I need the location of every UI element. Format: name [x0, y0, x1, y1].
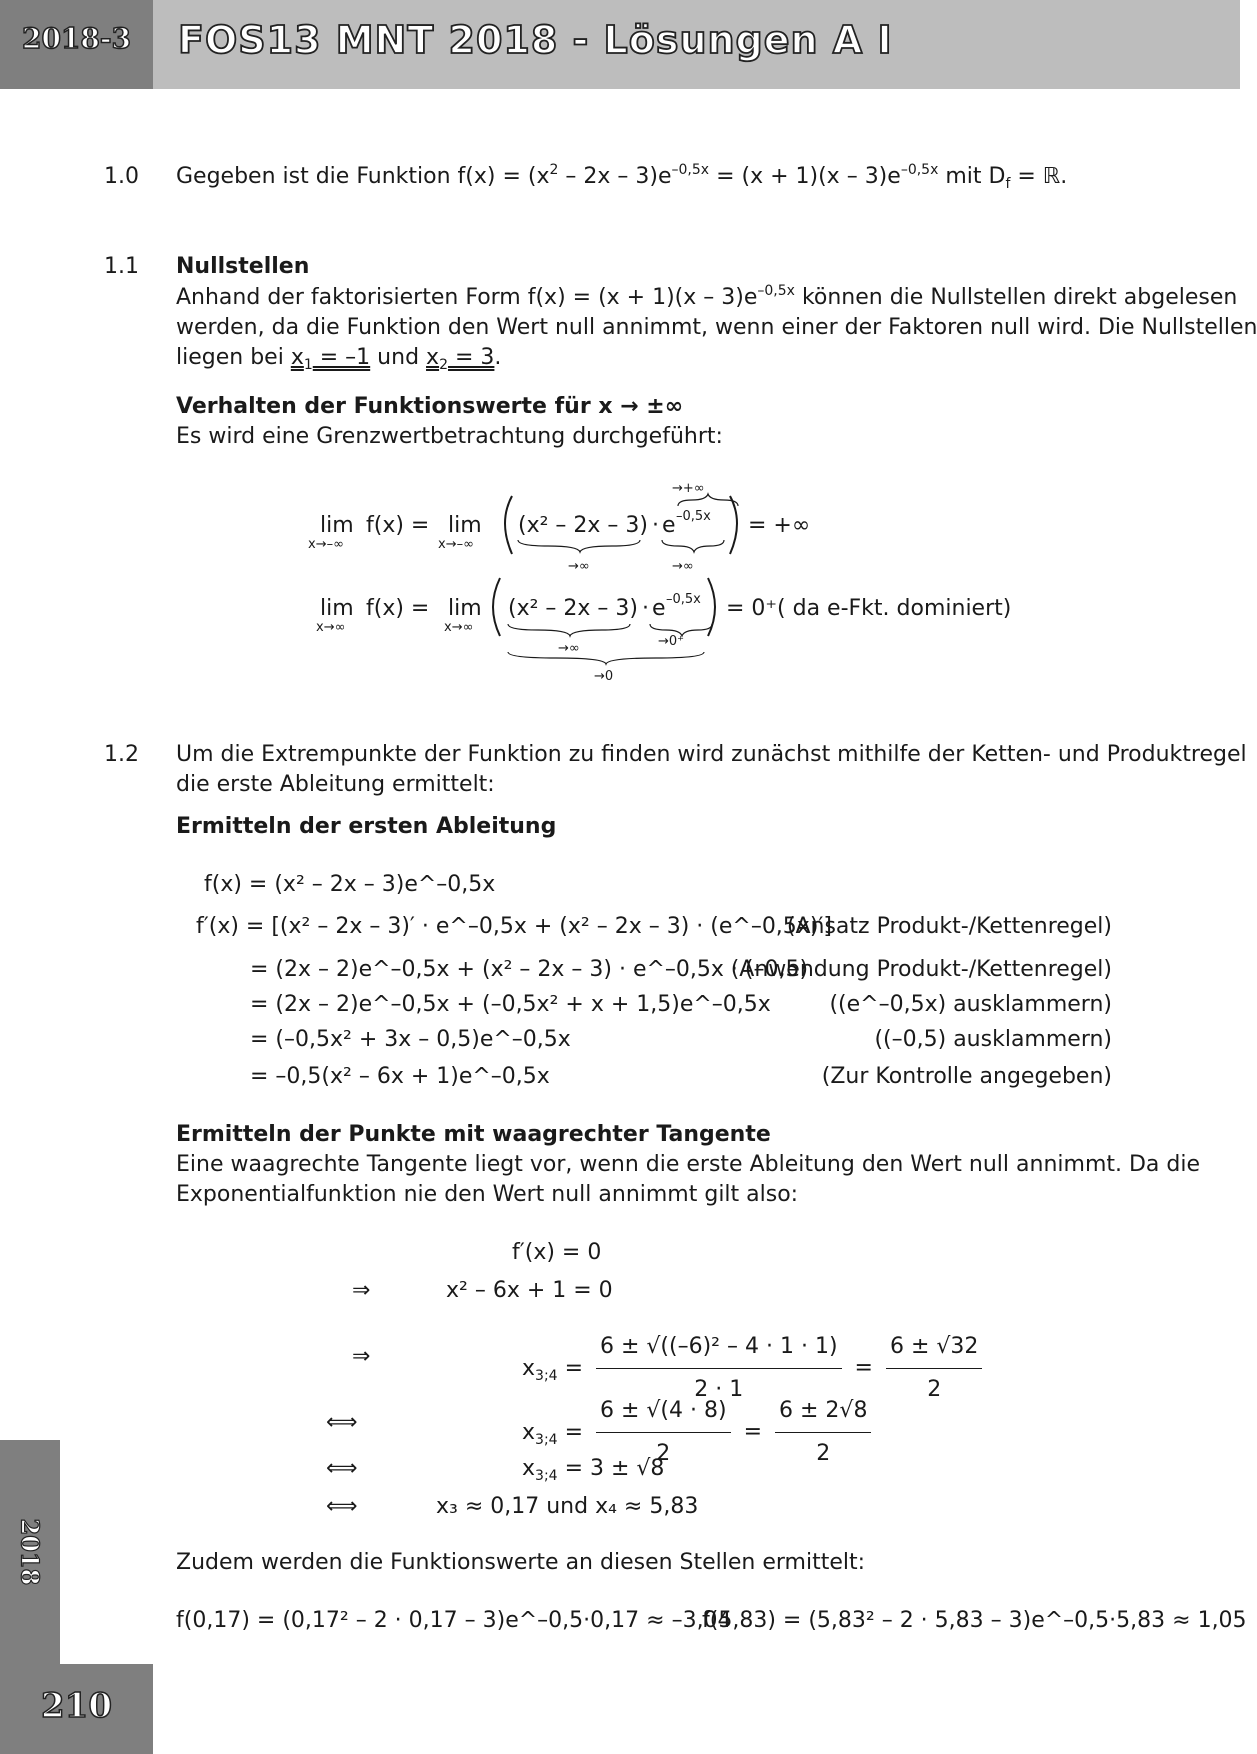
equation-line: $x_{3;4} = 3 \pm √8$ — [522, 1456, 665, 1484]
derivation-line: = (2x – 2)e^–0,5x + (–0,5x² + x + 1,5)e^–0,5x — [250, 992, 771, 1017]
derivation-line: f′(x) = [(x² – 2x – 3)′ · e^–0,5x + (x² – 2x – 3) · (e^–0,5x)′] — [196, 914, 832, 939]
equivalence-arrow: ⟺ — [326, 1410, 358, 1435]
svg-text:→0⁺: →0⁺ — [658, 634, 685, 649]
section-number-1-1: 1.1 — [104, 254, 139, 279]
paragraph-line: werden, da die Funktion den Wert null annimmt, wenn einer der Faktoren null wird. Die Nullstellen — [176, 315, 1257, 340]
derivation-comment: (Anwendung Produkt-/Kettenregel) — [730, 957, 1112, 982]
svg-text:lim: lim — [448, 596, 482, 621]
svg-text:·: · — [652, 513, 659, 538]
svg-text:–0,5x: –0,5x — [676, 509, 711, 524]
svg-text:lim: lim — [320, 513, 354, 538]
paragraph-line: Anhand der faktorisierten Form $f(x) = (x + 1)(x - 3)e^{-0,5x}$ können die Nullstellen direkt abgelesen — [176, 283, 1238, 310]
derivation-comment: (Ansatz Produkt-/Kettenregel) — [786, 914, 1112, 939]
equation-line: x₃ ≈ 0,17 und x₄ ≈ 5,83 — [436, 1494, 699, 1519]
svg-text:= 0⁺( da e-Fkt. dominiert): = 0⁺( da e-Fkt. dominiert) — [726, 596, 1012, 621]
heading-waagrechte-tangente: Ermitteln der Punkte mit waagrechter Tangente — [176, 1122, 771, 1147]
equation-line: f′(x) = 0 — [512, 1240, 602, 1265]
svg-text:→+∞: →+∞ — [672, 481, 705, 496]
svg-text:(x² – 2x – 3): (x² – 2x – 3) — [508, 596, 638, 621]
equivalence-arrow: ⟺ — [326, 1456, 358, 1481]
svg-text:lim: lim — [320, 596, 354, 621]
derivation-comment: ((e^–0,5x) ausklammern) — [829, 992, 1112, 1017]
svg-text:lim: lim — [448, 513, 482, 538]
heading-erste-ableitung: Ermitteln der ersten Ableitung — [176, 814, 557, 839]
svg-text:·: · — [642, 596, 649, 621]
derivation-comment: ((–0,5) ausklammern) — [874, 1027, 1112, 1052]
implies-arrow: ⇒ — [352, 1278, 371, 1303]
svg-text:x→∞: x→∞ — [316, 620, 346, 635]
paragraph-line: die erste Ableitung ermittelt: — [176, 772, 495, 797]
svg-text:–0,5x: –0,5x — [666, 592, 701, 607]
svg-text:x→∞: x→∞ — [444, 620, 474, 635]
paragraph-line: liegen bei $x_1 = -1$ und $x_2 = 3$. — [176, 345, 502, 373]
heading-nullstellen: Nullstellen — [176, 254, 310, 279]
svg-text:→∞: →∞ — [558, 641, 580, 656]
svg-text:e: e — [652, 596, 666, 621]
limit-equations — [300, 470, 1012, 690]
paragraph-line: Eine waagrechte Tangente liegt vor, wenn die erste Ableitung den Wert null annimmt. Da die — [176, 1152, 1201, 1177]
header-title: FOS13 MNT 2018 - Lösungen A I — [178, 18, 893, 62]
header-code: 2018-3 — [21, 22, 132, 55]
svg-text:(x² – 2x – 3): (x² – 2x – 3) — [518, 513, 648, 538]
derivation-line: = (2x – 2)e^–0,5x + (x² – 2x – 3) · e^–0,5x · (–0,5) — [250, 957, 809, 982]
function-value-2: f(5,83) = (5,83² – 2 · 5,83 – 3)e^–0,5·5,83 ≈ 1,05 — [702, 1608, 1247, 1633]
heading-grenzverhalten: Verhalten der Funktionswerte für x → ±∞ — [176, 394, 684, 419]
paragraph-line: Exponentialfunktion nie den Wert null annimmt gilt also: — [176, 1182, 799, 1207]
derivation-line: = –0,5(x² – 6x + 1)e^–0,5x — [250, 1064, 550, 1089]
svg-text:→0: →0 — [594, 669, 614, 684]
section-number-1-0: 1.0 — [104, 164, 139, 189]
svg-text:→∞: →∞ — [568, 559, 590, 574]
page-number: 210 — [41, 1686, 112, 1726]
svg-text:f(x) =: f(x) = — [366, 596, 430, 621]
equivalence-arrow: ⟺ — [326, 1494, 358, 1519]
svg-text:= +∞: = +∞ — [748, 513, 811, 538]
equation-line: x² – 6x + 1 = 0 — [446, 1278, 613, 1303]
paragraph-line: Um die Extrempunkte der Funktion zu finden wird zunächst mithilfe der Ketten- und Produktregel — [176, 742, 1247, 767]
paragraph-line: Zudem werden die Funktionswerte an diesen Stellen ermittelt: — [176, 1550, 866, 1575]
side-year: 2018 — [15, 1518, 45, 1586]
svg-text:x→–∞: x→–∞ — [438, 537, 474, 552]
derivation-comment: (Zur Kontrolle angegeben) — [821, 1064, 1112, 1089]
quadratic-formula: $x_{3;4}$ = $\frac{\text{6 ± √((–6)² – 4 · 1 · 1)}}{2 \cdot 1}$ = $\frac{6 \pm √32}{2}$ — [522, 1328, 988, 1409]
svg-text:e: e — [662, 513, 676, 538]
paragraph-line: Es wird eine Grenzwertbetrachtung durchgeführt: — [176, 424, 723, 449]
equation-line: $x_{3;4}$ = $\frac{6 \pm √(4 \cdot 8)}{2}$ = $\frac{6 \pm 2√8}{2}$ — [522, 1392, 877, 1473]
svg-text:→∞: →∞ — [672, 559, 694, 574]
svg-text:x→–∞: x→–∞ — [308, 537, 344, 552]
implies-arrow: ⇒ — [352, 1344, 371, 1369]
derivation-line: f(x) = (x² – 2x – 3)e^–0,5x — [204, 872, 496, 897]
function-value-1: f(0,17) = (0,17² – 2 · 0,17 – 3)e^–0,5·0,17 ≈ –3,04 — [176, 1608, 732, 1633]
svg-text:f(x) =: f(x) = — [366, 513, 430, 538]
section-1-0-text: Gegeben ist die Funktion $f(x) = (x^2 - 2x - 3)e^{-0,5x} = (x + 1)(x - 3)e^{-0,5x}$ mit $D_f$ = ℝ. — [176, 162, 1068, 192]
derivation-line: = (–0,5x² + 3x – 0,5)e^–0,5x — [250, 1027, 571, 1052]
section-number-1-2: 1.2 — [104, 742, 139, 767]
